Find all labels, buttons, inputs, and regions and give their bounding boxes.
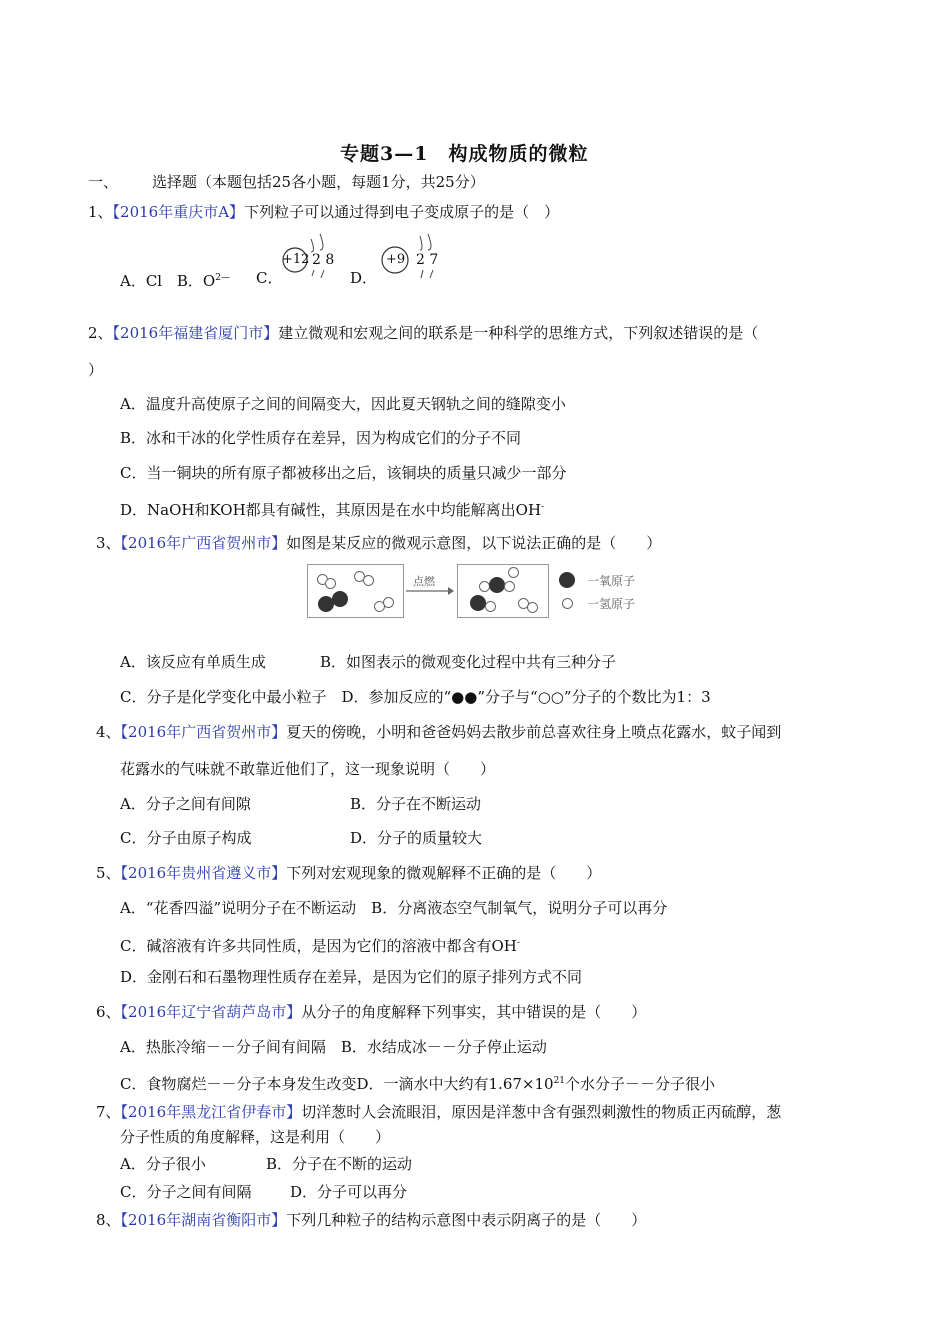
page-title: 专题3—1 构成物质的微粒 — [340, 143, 589, 165]
question-stem: 下列几种粒子的结构示意图中表示阴离子的是（ ） — [286, 1211, 647, 1229]
question-number: 6、 — [96, 1003, 121, 1021]
option-d: D．分子的质量较大 — [350, 829, 483, 847]
question-number: 3、 — [96, 534, 121, 552]
question-number: 5、 — [96, 864, 121, 882]
question-6-header — [96, 1002, 646, 1022]
oxygen-legend-icon — [559, 572, 575, 588]
question-4-stem-2: 花露水的气味就不敢靠近他们了，这一现象说明（ ） — [120, 760, 496, 778]
legend-oxygen: 一氧原子 — [587, 574, 636, 588]
option-a: A．Cl — [120, 272, 163, 290]
option-b: B．分子在不断的运动 — [266, 1155, 413, 1173]
question-number: 7、 — [96, 1103, 121, 1121]
question-source: 【2016年重庆市A】 — [112, 203, 245, 221]
option-a: A．该反应有单质生成 — [120, 653, 266, 671]
options-a-b: A．“花香四溢”说明分子在不断运动 B．分离液态空气制氧气，说明分子可以再分 — [120, 899, 668, 917]
nucleus-d: +9 — [386, 252, 406, 267]
option-b: B．冰和干冰的化学性质存在差异，因为构成它们的分子不同 — [120, 429, 522, 447]
options-d-tail: 个水分子－－分子很小 — [565, 1075, 716, 1093]
charge-sup: 2— — [215, 273, 230, 283]
question-3-header — [96, 533, 661, 553]
question-number: 1、 — [88, 203, 113, 221]
shells-c: 2 8 — [312, 252, 335, 268]
option-b: B．如图表示的微观变化过程中共有三种分子 — [320, 653, 617, 671]
question-source: 【2016年广西省贺州市】 — [120, 534, 287, 552]
options-a-b: A．热胀冷缩－－分子间有间隔 B．水结成冰－－分子停止运动 — [120, 1038, 547, 1056]
question-7-header — [96, 1102, 781, 1122]
options-c-d-text: C．食物腐烂－－分子本身发生改变D．一滴水中大约有1.67×10 — [120, 1075, 554, 1093]
question-number: 2、 — [88, 324, 113, 342]
question-stem: 夏天的傍晚，小明和爸爸妈妈去散步前总喜欢往身上喷点花露水，蚊子闻到 — [286, 723, 782, 741]
section-index: 一、 — [88, 173, 119, 191]
option-a: A．温度升高使原子之间的间隔变大，因此夏天钢轨之间的缝隙变小 — [120, 395, 566, 413]
option-c-text: C．碱溶液有许多共同性质，是因为它们的溶液中都含有OH — [120, 937, 517, 955]
question-source: 【2016年福建省厦门市】 — [112, 324, 279, 342]
option-d: D． — [350, 269, 378, 287]
hydrogen-legend-icon — [562, 598, 573, 609]
option-c: C．当一铜块的所有原子都被移出之后，该铜块的质量只减少一部分 — [120, 464, 567, 482]
option-a: A．分子之间有间隙 — [120, 795, 251, 813]
exponent-sup: 21 — [553, 1076, 566, 1086]
nucleus-c: +12 — [282, 252, 310, 267]
option-d — [120, 497, 544, 520]
question-5-header — [96, 863, 601, 883]
options-c-d: C．分子是化学变化中最小粒子 D．参加反应的“●●”分子与“○○”分子的个数比为1：3 — [120, 688, 711, 706]
question-1-options — [120, 268, 230, 291]
options-c-d — [120, 1071, 715, 1094]
question-7-stem-2: 分子性质的角度解释，这是利用（ ） — [120, 1128, 391, 1146]
question-stem: 如图是某反应的微观示意图，以下说法正确的是（ ） — [286, 534, 662, 552]
option-b: B．O — [176, 272, 216, 290]
legend-hydrogen: 一氢原子 — [587, 597, 636, 611]
option-a: A．分子很小 — [120, 1155, 206, 1173]
option-c: C． — [256, 269, 283, 287]
question-stem: 建立微观和宏观之间的联系是一种科学的思维方式，下列叙述错误的是（ — [278, 324, 759, 342]
option-d-text: D．NaOH和KOH都具有碱性，其原因是在水中均能解离出OH — [120, 501, 542, 519]
question-stem: 下列粒子可以通过得到电子变成原子的是（ ） — [244, 203, 560, 221]
question-source: 【2016年贵州省遵义市】 — [120, 864, 287, 882]
question-4-header — [96, 722, 781, 742]
question-stem: 从分子的角度解释下列事实，其中错误的是（ ） — [301, 1003, 647, 1021]
option-c — [120, 933, 520, 956]
option-d: D．分子可以再分 — [290, 1183, 408, 1201]
question-1-header — [88, 202, 559, 222]
option-b: B．分子在不断运动 — [350, 795, 482, 813]
option-c: C．分子由原子构成 — [120, 829, 252, 847]
shells-d: 2 7 — [416, 252, 439, 268]
charge-sup: - — [516, 938, 520, 948]
option-d: D．金刚石和石墨物理性质存在差异，是因为它们的原子排列方式不同 — [120, 968, 583, 986]
option-c: C．分子之间有间隔 — [120, 1183, 252, 1201]
question-2-stem-end: ） — [88, 361, 104, 379]
product-box — [457, 564, 549, 618]
question-8-header — [96, 1210, 646, 1230]
question-2-header — [88, 323, 758, 343]
question-source: 【2016年湖南省衡阳市】 — [120, 1211, 287, 1229]
reactant-box — [307, 564, 404, 618]
question-stem: 下列对宏观现象的微观解释不正确的是（ ） — [286, 864, 602, 882]
question-stem: 切洋葱时人会流眼泪，原因是洋葱中含有强烈刺激性的物质正丙硫醇，葱 — [301, 1103, 782, 1121]
question-source: 【2016年黑龙江省伊春市】 — [120, 1103, 302, 1121]
section-heading: 选择题（本题包括25各小题，每题1分，共25分） — [152, 173, 485, 191]
question-number: 4、 — [96, 723, 121, 741]
charge-sup: - — [541, 502, 545, 512]
question-source: 【2016年辽宁省葫芦岛市】 — [120, 1003, 302, 1021]
question-source: 【2016年广西省贺州市】 — [120, 723, 287, 741]
question-number: 8、 — [96, 1211, 121, 1229]
arrow-label: 点燃 — [413, 575, 435, 588]
